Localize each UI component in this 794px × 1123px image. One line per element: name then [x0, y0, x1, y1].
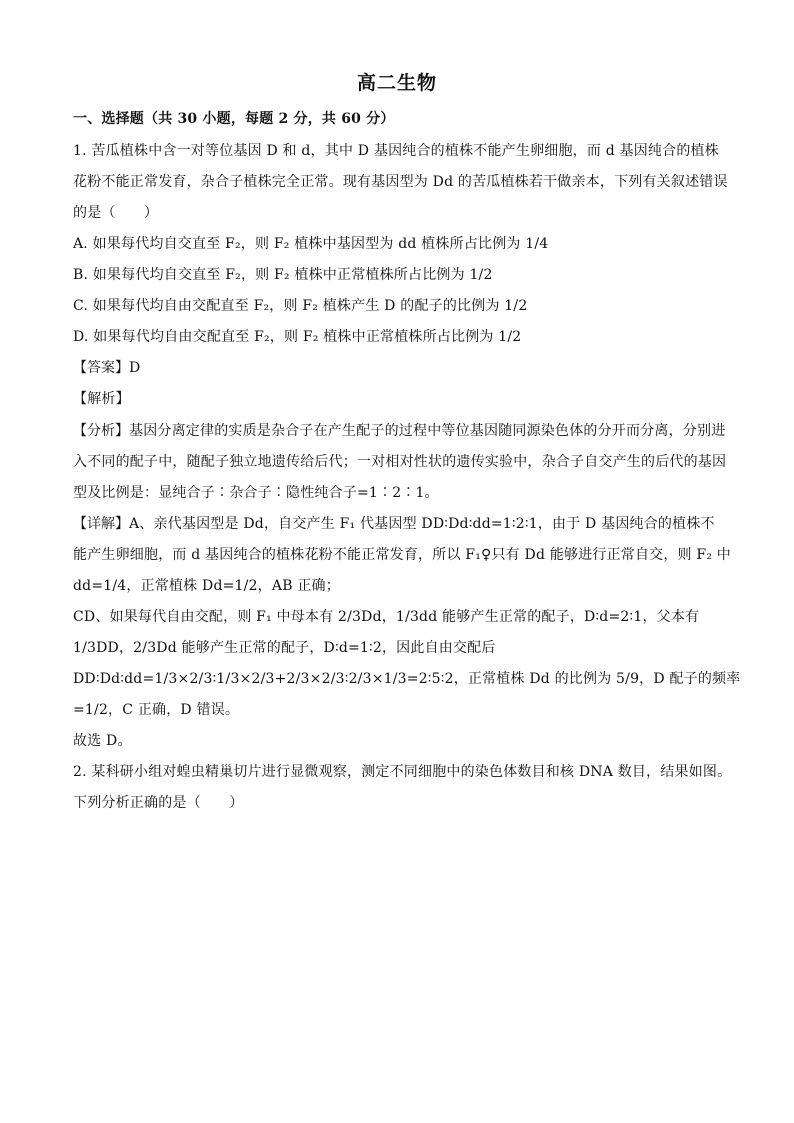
xiangjie-text-1: A、亲代基因型是 Dd，自交产生 F₁ 代基因型 DD∶Dd∶dd=1∶2∶1，由于 D 基因纯合的植株不: [129, 516, 715, 532]
q1-analysis-label: 【解析】: [73, 391, 130, 407]
q1-fenxi-line-1: [73, 421, 726, 441]
q1-xiangjie-line-3: dd=1/4，正常植株 Dd=1/2，AB 正确；: [73, 578, 340, 594]
q1-option-c: C. 如果每代均自由交配直至 F₂，则 F₂ 植株产生 D 的配子的比例为 1/2: [73, 298, 528, 314]
q2-stem-line-1: 2. 某科研小组对蝗虫精巢切片进行显微观察，测定不同细胞中的染色体数目和核 DNA 数目，结果如图。: [73, 764, 732, 780]
q1-xiangjie-line-5: 1/3DD，2/3Dd 能够产生正常的配子，D∶d=1∶2，因此自由交配后: [73, 640, 496, 656]
xiangjie-label: 【详解】: [73, 516, 129, 532]
q1-option-d: D. 如果每代均自由交配直至 F₂，则 F₂ 植株中正常植株所占比例为 1/2: [73, 329, 522, 345]
answer-label: 【答案】: [73, 360, 129, 376]
q1-answer: [73, 358, 723, 378]
q1-fenxi-line-2: 入不同的配子中，随配子独立地遗传给后代；一对相对性状的遗传实验中，杂合子自交产生的后代的基因: [73, 454, 727, 470]
answer-value: D: [129, 360, 141, 376]
fenxi-label: 【分析】: [73, 423, 129, 439]
q1-xiangjie-line-8: 故选 D。: [73, 733, 132, 749]
q1-fenxi-line-3: 型及比例是：显纯合子∶杂合子∶隐性纯合子=1∶2∶1。: [73, 485, 439, 501]
q1-xiangjie-line-6: DD∶Dd∶dd=1/3×2/3∶1/3×2/3+2/3×2/3∶2/3×1/3=2∶5∶2，正常植株 Dd 的比例为 5/9，D 配子的频率: [73, 671, 741, 687]
q1-xiangjie-line-4: CD、如果每代自由交配，则 F₁ 中母本有 2/3Dd，1/3dd 能够产生正常的配子，D∶d=2∶1，父本有: [73, 609, 700, 625]
q1-xiangjie-line-2: 能产生卵细胞，而 d 基因纯合的植株花粉不能正常发育，所以 F₁♀只有 Dd 能够进行正常自交，则 F₂ 中: [73, 547, 731, 563]
fenxi-text-1: 基因分离定律的实质是杂合子在产生配子的过程中等位基因随同源染色体的分开而分离，分别进: [129, 423, 726, 439]
q1-xiangjie-line-7: =1/2，C 正确，D 错误。: [73, 702, 240, 718]
q1-stem-line-3: 的是（ ）: [73, 205, 159, 221]
page-title: 高二生物: [356, 72, 437, 94]
q1-option-b: B. 如果每代均自交直至 F₂，则 F₂ 植株中正常植株所占比例为 1/2: [73, 267, 493, 283]
q1-stem-line-1: 1. 苦瓜植株中含一对等位基因 D 和 d，其中 D 基因纯合的植株不能产生卵细胞，而 d 基因纯合的植株: [73, 143, 719, 159]
q1-option-a: A. 如果每代均自交直至 F₂，则 F₂ 植株中基因型为 dd 植株所占比例为 1/4: [73, 236, 549, 252]
q1-stem-line-2: 花粉不能正常发育，杂合子植株完全正常。现有基因型为 Dd 的苦瓜植株若干做亲本，下列有关叙述错误: [73, 174, 728, 190]
q2-stem-line-2: 下列分析正确的是（ ）: [73, 795, 244, 811]
section-heading: 一、选择题（共 30 小题，每题 2 分，共 60 分）: [73, 111, 395, 127]
q1-xiangjie-line-1: [73, 514, 723, 534]
